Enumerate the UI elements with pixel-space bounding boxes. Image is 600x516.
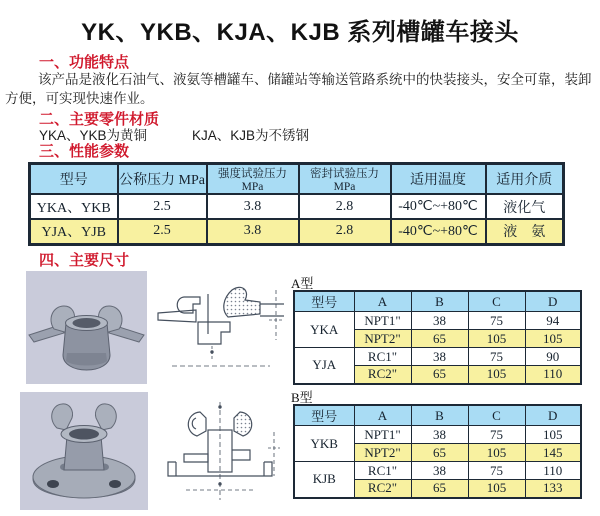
model-cell: YKA bbox=[294, 312, 354, 348]
col-header: 密封试验压力MPa bbox=[299, 164, 391, 195]
table-cell: 3.8 bbox=[207, 194, 299, 219]
table-cell: 105 bbox=[468, 480, 525, 498]
table-cell: 75 bbox=[468, 312, 525, 330]
table-cell: 3.8 bbox=[207, 219, 299, 244]
table-cell: 液 氨 bbox=[486, 219, 564, 244]
table-cell: YJA、YJB bbox=[30, 219, 118, 244]
table-cell: 145 bbox=[525, 444, 581, 462]
performance-table bbox=[28, 162, 565, 246]
table-cell: 65 bbox=[411, 366, 468, 384]
type-a-label: A型 bbox=[291, 276, 314, 291]
table-cell: 38 bbox=[411, 348, 468, 366]
features-paragraph: 该产品是液化石油气、液氨等槽罐车、储罐站等输送管路系统中的快装接头，安全可靠，装卸方便，可实现快速作业。 bbox=[5, 72, 592, 106]
model-cell: YKB bbox=[294, 426, 354, 462]
table-row bbox=[30, 219, 564, 244]
model-cell: KJB bbox=[294, 462, 354, 498]
section-heading-features: 一、功能特点 bbox=[39, 54, 130, 71]
table-row bbox=[294, 312, 581, 330]
col-header: A bbox=[354, 405, 411, 426]
col-header: A bbox=[354, 291, 411, 312]
table-cell: 2.8 bbox=[299, 219, 391, 244]
type-b-cross-section-drawing bbox=[156, 398, 286, 506]
section-heading-performance: 三、性能参数 bbox=[39, 143, 130, 160]
section-heading-dimensions: 四、主要尺寸 bbox=[39, 252, 130, 269]
table-cell: YKA、YKB bbox=[30, 194, 118, 219]
table-cell: RC2" bbox=[354, 366, 411, 384]
table-cell: 38 bbox=[411, 426, 468, 444]
dimensions-a-header-row bbox=[294, 291, 581, 312]
table-cell: 105 bbox=[468, 444, 525, 462]
table-cell: 38 bbox=[411, 462, 468, 480]
table-cell: 65 bbox=[411, 330, 468, 348]
table-cell: 90 bbox=[525, 348, 581, 366]
table-cell: RC1" bbox=[354, 462, 411, 480]
materials-stainless: KJA、KJB为不锈钢 bbox=[192, 128, 310, 143]
table-row bbox=[294, 426, 581, 444]
type-b-label: B型 bbox=[291, 390, 313, 405]
table-cell: 2.8 bbox=[299, 194, 391, 219]
table-cell: 38 bbox=[411, 312, 468, 330]
table-cell: 110 bbox=[525, 366, 581, 384]
col-header: 型号 bbox=[294, 405, 354, 426]
table-cell: RC1" bbox=[354, 348, 411, 366]
dimensions-table-a bbox=[293, 290, 582, 385]
col-header: C bbox=[468, 291, 525, 312]
table-cell: 110 bbox=[525, 462, 581, 480]
materials-brass: YKA、YKB为黄铜 bbox=[39, 128, 148, 143]
table-cell: 75 bbox=[468, 462, 525, 480]
section-heading-materials: 二、主要零件材质 bbox=[39, 111, 160, 128]
table-cell: NPT1" bbox=[354, 426, 411, 444]
type-b-flanged-coupling-photo bbox=[20, 392, 148, 510]
table-cell: 105 bbox=[468, 366, 525, 384]
table-cell: 94 bbox=[525, 312, 581, 330]
table-cell: 105 bbox=[525, 330, 581, 348]
table-cell: 65 bbox=[411, 480, 468, 498]
table-cell: 75 bbox=[468, 348, 525, 366]
table-row bbox=[30, 194, 564, 219]
col-header: 适用介质 bbox=[486, 164, 564, 195]
table-cell: 液化气 bbox=[486, 194, 564, 219]
col-header: 型号 bbox=[294, 291, 354, 312]
col-header: 适用温度 bbox=[391, 164, 486, 195]
col-header: B bbox=[411, 291, 468, 312]
table-cell: 105 bbox=[468, 330, 525, 348]
table-cell: RC2" bbox=[354, 480, 411, 498]
table-cell: -40℃~+80℃ bbox=[391, 194, 486, 219]
table-cell: 2.5 bbox=[118, 194, 207, 219]
type-a-coupling-photo bbox=[26, 271, 147, 384]
performance-header-row bbox=[30, 164, 564, 195]
col-header: 强度试验压力MPa bbox=[207, 164, 299, 195]
table-cell: 2.5 bbox=[118, 219, 207, 244]
table-cell: 105 bbox=[525, 426, 581, 444]
col-header: C bbox=[468, 405, 525, 426]
type-a-cross-section-drawing bbox=[154, 276, 290, 378]
model-cell: YJA bbox=[294, 348, 354, 384]
dimensions-b-header-row bbox=[294, 405, 581, 426]
table-cell: 133 bbox=[525, 480, 581, 498]
table-cell: NPT1" bbox=[354, 312, 411, 330]
col-header: D bbox=[525, 405, 581, 426]
table-row bbox=[294, 348, 581, 366]
table-cell: 65 bbox=[411, 444, 468, 462]
table-cell: -40℃~+80℃ bbox=[391, 219, 486, 244]
table-cell: NPT2" bbox=[354, 444, 411, 462]
dimensions-table-b bbox=[293, 404, 582, 499]
col-header: D bbox=[525, 291, 581, 312]
table-row bbox=[294, 462, 581, 480]
col-header: 公称压力 MPa bbox=[118, 164, 207, 195]
col-header: 型号 bbox=[30, 164, 118, 195]
table-cell: 75 bbox=[468, 426, 525, 444]
page-title: YK、YKB、KJA、KJB 系列槽罐车接头 bbox=[81, 19, 519, 46]
table-cell: NPT2" bbox=[354, 330, 411, 348]
col-header: B bbox=[411, 405, 468, 426]
